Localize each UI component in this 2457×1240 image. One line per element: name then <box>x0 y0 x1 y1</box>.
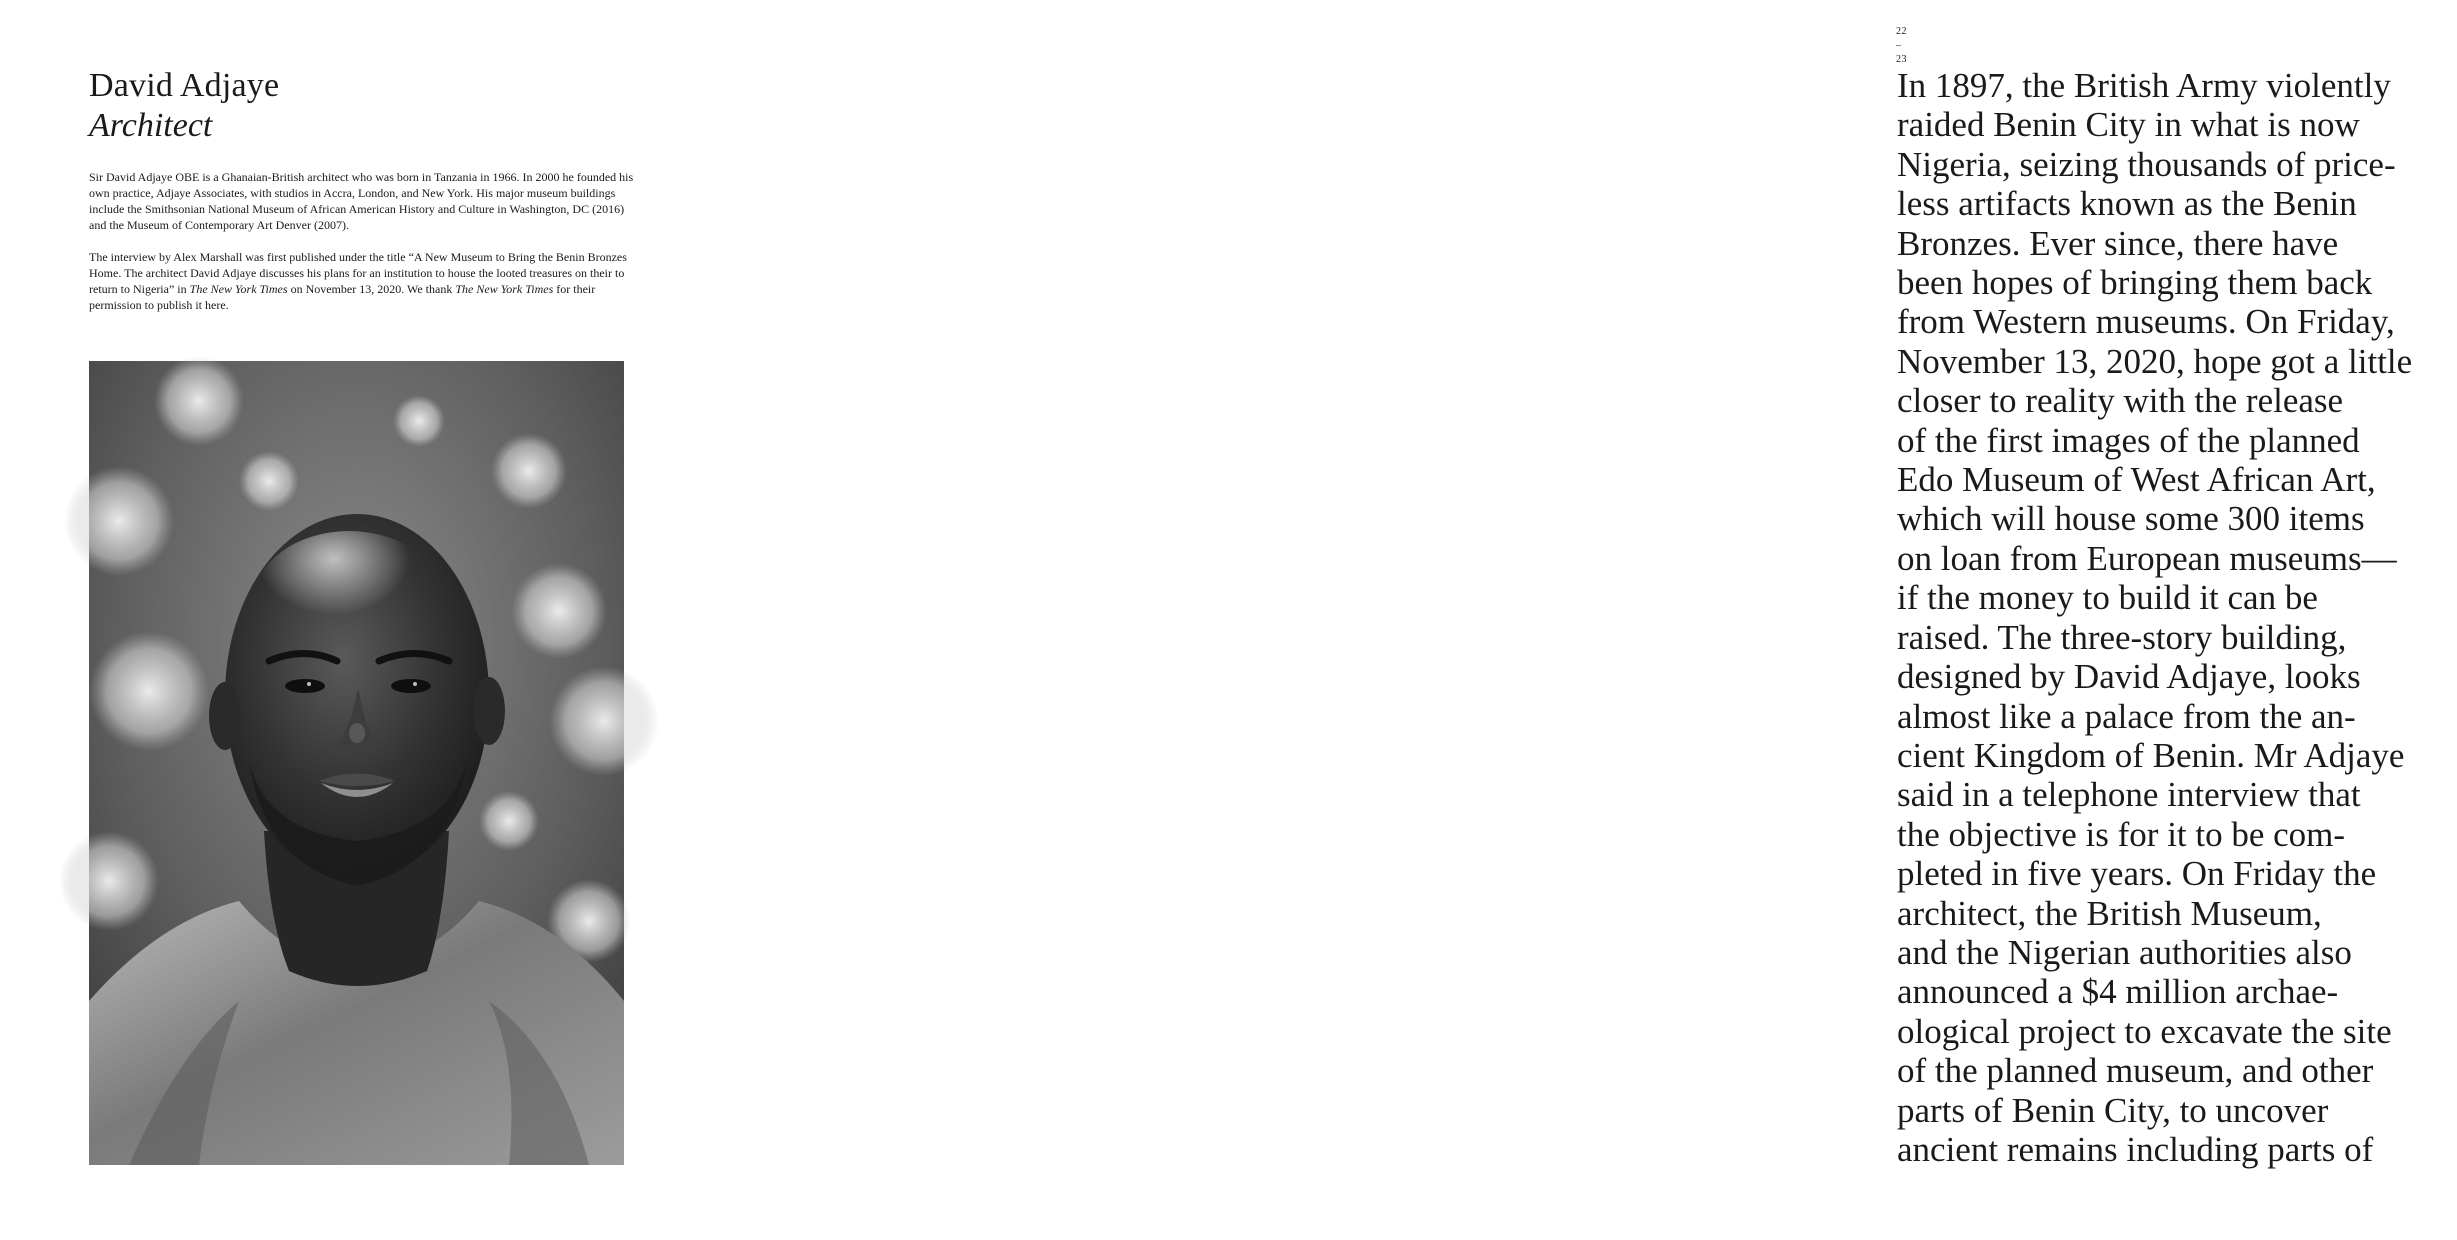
portrait-photo <box>89 361 624 1165</box>
body-line: architect, the British Museum, <box>1897 893 2322 933</box>
body-line: In 1897, the British Army violently <box>1897 66 2391 105</box>
body-line: Bronzes. Ever since, there have <box>1897 223 2339 263</box>
bio-block <box>89 169 637 329</box>
newspaper-title: The New York Times <box>189 282 288 296</box>
body-line: raised. The three-story building, <box>1897 617 2347 657</box>
article-body <box>1897 66 2457 1169</box>
body-line: parts of Benin City, to uncover <box>1897 1090 2329 1130</box>
body-line: pleted in five years. On Friday the <box>1897 854 2377 894</box>
body-line: designed by David Adjaye, looks <box>1897 657 2361 697</box>
right-page <box>886 0 2413 1240</box>
body-line: from Western museums. On Friday, <box>1897 302 2395 342</box>
body-line: raided Benin City in what is now <box>1897 105 2360 145</box>
body-line: and the Nigerian authorities also <box>1897 932 2352 972</box>
body-line: Nigeria, seizing thousands of price- <box>1897 144 2396 184</box>
body-line: been hopes of bringing them back <box>1897 263 2373 303</box>
body-line: said in a telephone interview that <box>1897 775 2361 815</box>
person-name: David Adjaye <box>89 67 280 104</box>
body-line: of the planned museum, and other <box>1897 1051 2374 1091</box>
body-line: announced a $4 million archae- <box>1897 972 2339 1012</box>
body-line: ancient remains including parts of <box>1897 1129 2374 1169</box>
bio-credit-text: on November 13, 2020. We thank <box>287 282 456 296</box>
body-line: Edo Museum of West African Art, <box>1897 460 2376 500</box>
body-line: cient Kingdom of Benin. Mr Adjaye <box>1897 735 2405 775</box>
newspaper-title: The New York Times <box>455 282 554 296</box>
page-numbers: 22 – 23 <box>1896 26 1907 65</box>
portrait-illustration <box>89 361 624 1165</box>
body-line: the objective is for it to be com- <box>1897 814 2346 854</box>
body-line: of the first images of the planned <box>1897 420 2360 460</box>
body-line: if the money to build it can be <box>1897 578 2318 618</box>
body-line: on loan from European museums— <box>1897 538 2397 578</box>
left-page <box>0 0 886 1240</box>
body-line: closer to reality with the release <box>1897 381 2344 421</box>
bio-credit-text: The interview by Alex Marshall was first published under the title “A New Museum to Bring the Benin Bronzes Home. The architect David Adjaye discusses his plans for an institution to house the looted treasures on their to return to Nigeria” in <box>89 250 627 296</box>
body-line: which will house some 300 items <box>1897 499 2365 539</box>
bio-credit-text: for their permission to publish it here. <box>89 282 596 312</box>
body-line: almost like a palace from the an- <box>1897 696 2356 736</box>
bio-paragraph-1: Sir David Adjaye OBE is a Ghanaian-British architect who was born in Tanzania in 1966. In 2000 he founded his own practice, Adjaye Associates, with studios in Accra, London, and New York. His major museum buildings include the Smithsonian National Museum of African American History and Culture in Washington, DC (2016) and the Museum of Contemporary Art Denver (2007). <box>89 170 634 232</box>
body-line: ological project to excavate the site <box>1897 1011 2392 1051</box>
body-line: November 13, 2020, hope got a little <box>1897 341 2413 381</box>
bio-paragraph-2 <box>89 249 637 313</box>
person-role: Architect <box>89 107 213 144</box>
body-line: less artifacts known as the Benin <box>1897 184 2357 224</box>
